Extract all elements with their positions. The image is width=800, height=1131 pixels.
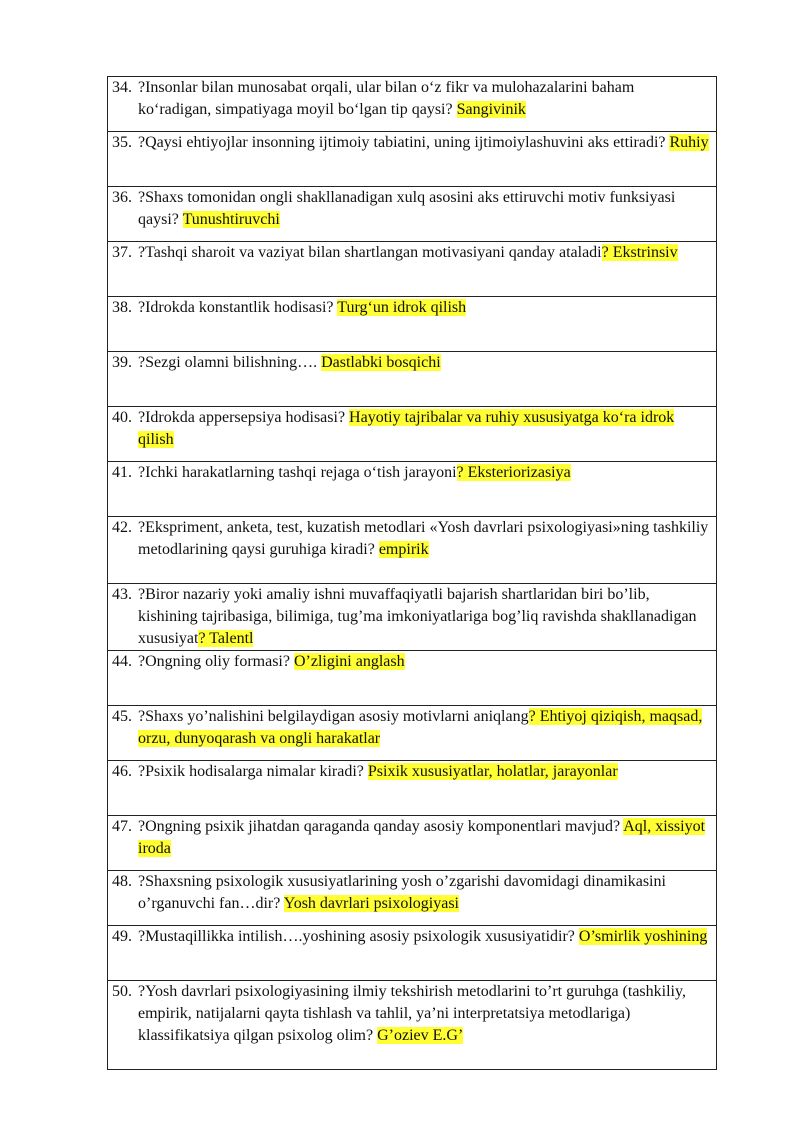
question-row xyxy=(108,462,717,517)
answer-highlight: ? Eksteriorizasiya xyxy=(456,464,571,481)
answer-highlight: G’oziev E.G’ xyxy=(377,1027,464,1044)
question-text: ?Mustaqillikka intilish….yoshining asosiy psixologik xususiyatidir? xyxy=(138,928,579,945)
question-cell xyxy=(108,816,717,871)
question-number: 44. xyxy=(112,653,132,670)
question-cell xyxy=(108,706,717,761)
question-cell xyxy=(108,407,717,462)
quiz-table xyxy=(107,76,717,1070)
question-cell xyxy=(108,871,717,926)
question-cell xyxy=(108,187,717,242)
question-text: ?Ongning oliy formasi? xyxy=(138,653,294,670)
question-cell xyxy=(108,926,717,981)
question-text: ?Yosh davrlari psixologiyasining ilmiy tekshirish metodlarini to’rt guruhga (tashkiliy, empirik, natijalarni qayta tishlash va tahlil, ya’ni interpretatsiya metodlariga) klassifikatsiya qilgan psixolog olim? xyxy=(138,983,686,1044)
question-cell xyxy=(108,242,717,297)
answer-highlight: Turg‘un idrok qilish xyxy=(337,299,467,316)
question-number: 47. xyxy=(112,818,132,835)
answer-highlight: Ruhiy xyxy=(669,134,709,151)
question-number: 37. xyxy=(112,244,132,261)
quiz-rows xyxy=(108,77,717,1070)
question-row xyxy=(108,926,717,981)
answer-highlight: O’smirlik yoshining xyxy=(578,928,708,945)
question-number: 43. xyxy=(112,586,132,603)
question-row xyxy=(108,584,717,651)
question-number: 39. xyxy=(112,354,132,371)
question-text: ?Shaxsning psixologik xususiyatlarining yosh o’zgarishi davomidagi dinamikasini o’rganuvchi fan…dir? xyxy=(138,873,666,912)
question-row xyxy=(108,132,717,187)
question-cell xyxy=(108,981,717,1070)
question-row xyxy=(108,651,717,706)
answer-highlight: O’zligini anglash xyxy=(293,653,405,670)
question-number: 49. xyxy=(112,928,132,945)
question-text: ?Shaxs yo’nalishini belgilaydigan asosiy motivlarni aniqlang xyxy=(138,708,529,725)
question-number: 38. xyxy=(112,299,132,316)
question-number: 36. xyxy=(112,189,132,206)
question-text: ?Insonlar bilan munosabat orqali, ular bilan o‘z fikr va mulohazalarini baham ko‘radigan, simpatiyaga moyil bo‘lgan tip qaysi? xyxy=(138,79,635,118)
question-number: 35. xyxy=(112,134,132,151)
question-number: 40. xyxy=(112,409,132,426)
question-cell xyxy=(108,297,717,352)
question-text: ?Biror nazariy yoki amaliy ishni muvaffaqiyatli bajarish shartlaridan biri bo’lib, kishining tajribasiga, bilimiga, tug’ma imkoniyatlariga bog’liq ravishda shakllanadigan xususiyat xyxy=(138,586,697,647)
question-row xyxy=(108,517,717,584)
answer-highlight: Psixik xususiyatlar, holatlar, jarayonlar xyxy=(367,763,618,780)
question-number: 48. xyxy=(112,873,132,890)
answer-highlight: Yosh davrlari psixologiyasi xyxy=(283,895,459,912)
question-row xyxy=(108,407,717,462)
question-cell xyxy=(108,462,717,517)
answer-highlight: Aql, xissiyot iroda xyxy=(138,818,706,857)
question-row xyxy=(108,242,717,297)
question-text: ?Qaysi ehtiyojlar insonning ijtimoiy tabiatini, uning ijtimoiylashuvini aks ettiradi? xyxy=(138,134,670,151)
answer-highlight: Dastlabki bosqichi xyxy=(321,354,441,371)
question-text: ?Ichki harakatlarning tashqi rejaga o‘tish jarayoni xyxy=(138,464,457,481)
answer-highlight: empirik xyxy=(378,541,429,558)
answer-highlight: ? Ekstrinsiv xyxy=(601,244,678,261)
question-text: ?Ekspriment, anketa, test, kuzatish metodlari «Yosh davrlari psixologiyasi»ning tashkiliy metodlarining qaysi guruhiga kiradi? xyxy=(138,519,709,558)
question-text: ?Sezgi olamni bilishning…. xyxy=(138,354,322,371)
question-row xyxy=(108,706,717,761)
question-row xyxy=(108,981,717,1070)
question-number: 34. xyxy=(112,79,132,96)
question-text: ?Psixik hodisalarga nimalar kiradi? xyxy=(138,763,368,780)
answer-highlight: Tunushtiruvchi xyxy=(182,211,280,228)
question-text: ?Idrokda appersepsiya hodisasi? xyxy=(138,409,350,426)
question-row xyxy=(108,871,717,926)
question-row xyxy=(108,816,717,871)
question-text: ?Ongning psixik jihatdan qaraganda qanday asosiy komponentlari mavjud? xyxy=(138,818,624,835)
question-cell xyxy=(108,651,717,706)
question-number: 50. xyxy=(112,983,132,1000)
question-text: ?Idrokda konstantlik hodisasi? xyxy=(138,299,338,316)
question-cell xyxy=(108,584,717,651)
question-number: 45. xyxy=(112,708,132,725)
question-text: ?Shaxs tomonidan ongli shakllanadigan xulq asosini aks ettiruvchi motiv funksiyasi qaysi? xyxy=(138,189,676,228)
question-cell xyxy=(108,77,717,132)
answer-highlight: Hayotiy tajribalar va ruhiy xususiyatga ko‘ra idrok qilish xyxy=(138,409,675,448)
answer-highlight: ? Talentl xyxy=(198,630,254,647)
question-cell xyxy=(108,132,717,187)
question-row xyxy=(108,77,717,132)
answer-highlight: Sangivinik xyxy=(456,101,526,118)
question-cell xyxy=(108,352,717,407)
question-number: 46. xyxy=(112,763,132,780)
question-row xyxy=(108,352,717,407)
question-text: ?Tashqi sharoit va vaziyat bilan shartlangan motivasiyani qanday ataladi xyxy=(138,244,602,261)
question-row xyxy=(108,297,717,352)
question-cell xyxy=(108,517,717,584)
question-row xyxy=(108,187,717,242)
question-number: 41. xyxy=(112,464,132,481)
question-number: 42. xyxy=(112,519,132,536)
question-row xyxy=(108,761,717,816)
answer-highlight: ? Ehtiyoj qiziqish, maqsad, orzu, dunyoqarash va ongli harakatlar xyxy=(138,708,703,747)
question-cell xyxy=(108,761,717,816)
